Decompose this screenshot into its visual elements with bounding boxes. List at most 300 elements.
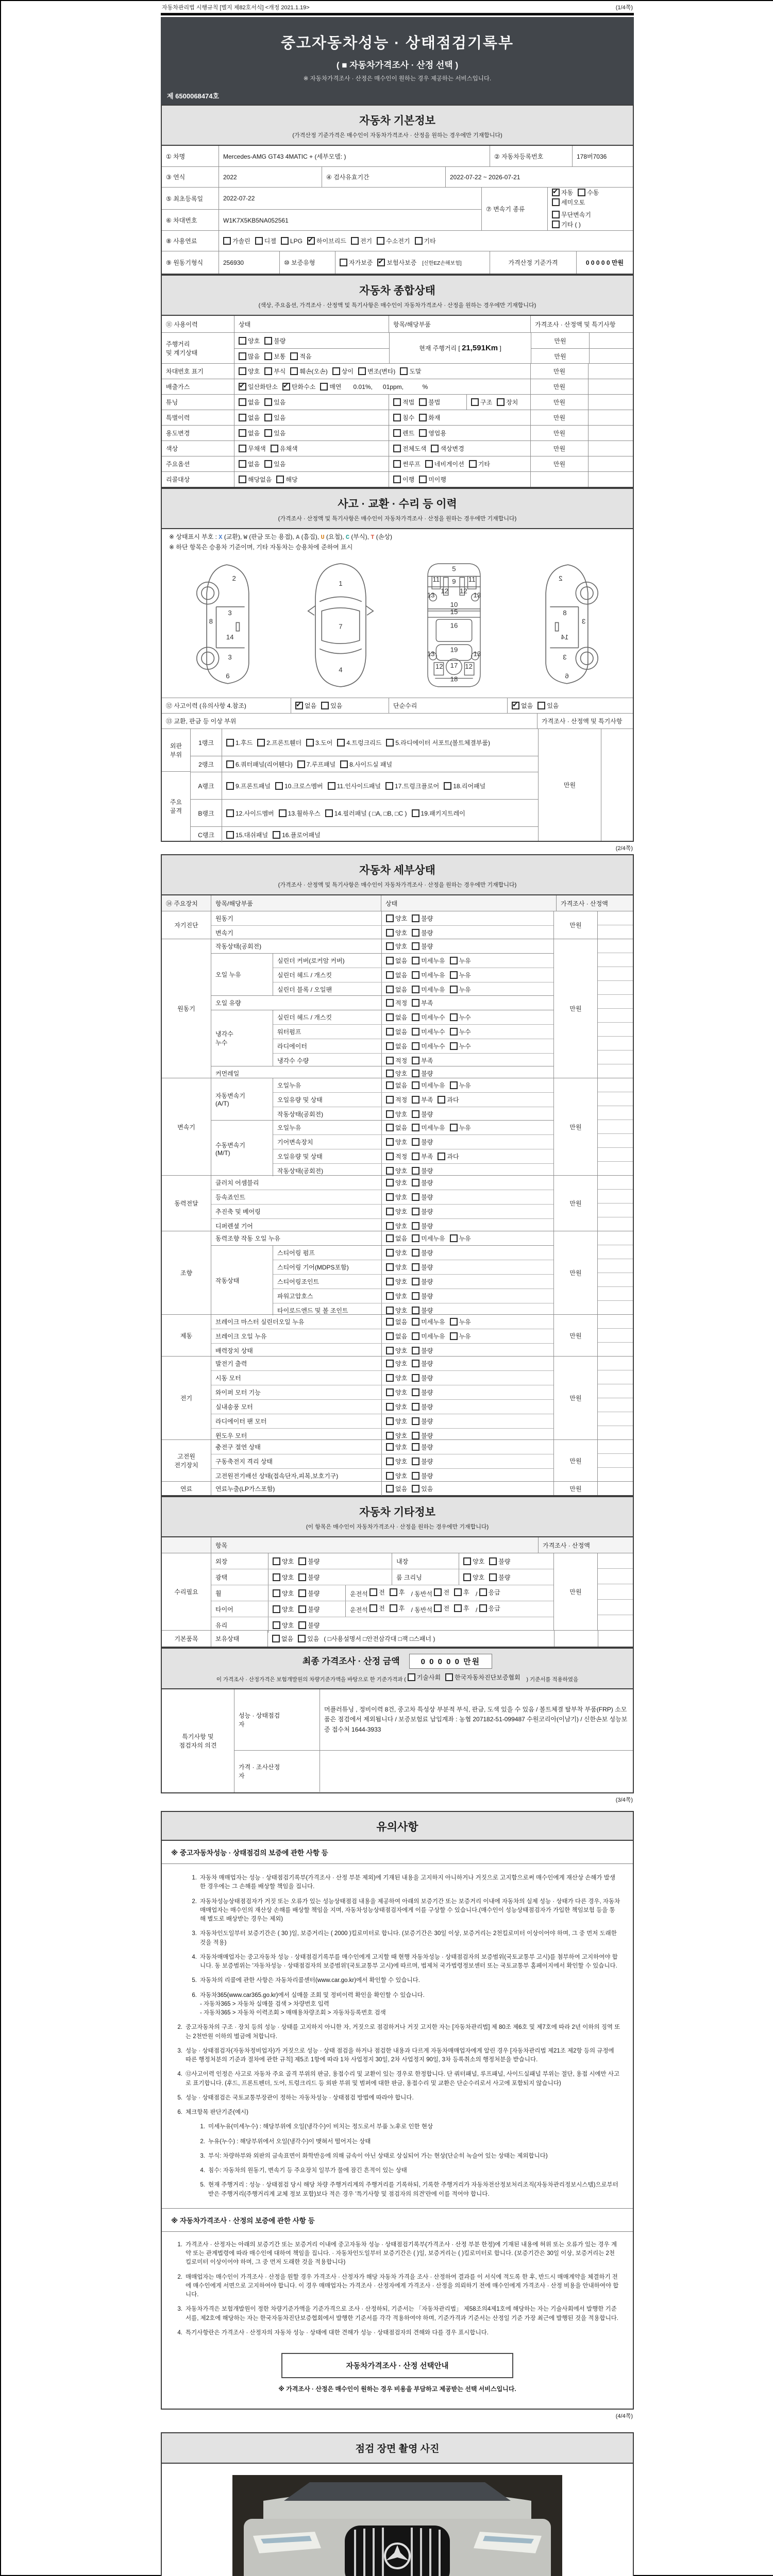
checkbox-icon[interactable] — [578, 189, 585, 196]
checkbox-option[interactable] — [497, 398, 518, 406]
checkbox-option[interactable] — [469, 460, 490, 468]
checkbox-option[interactable] — [386, 928, 407, 937]
checkbox-icon[interactable] — [386, 1249, 394, 1257]
checkbox-icon[interactable] — [369, 1588, 377, 1596]
checkbox-option[interactable] — [386, 1263, 407, 1272]
checkbox-icon[interactable] — [273, 831, 280, 839]
checkbox-icon[interactable] — [412, 1013, 419, 1021]
checkbox-icon[interactable] — [264, 367, 272, 375]
checkbox-icon[interactable] — [386, 1110, 394, 1118]
checkbox-option[interactable] — [386, 1222, 407, 1230]
checkbox-option[interactable] — [479, 1604, 500, 1613]
checkbox-option[interactable] — [239, 352, 260, 361]
checkbox-option[interactable] — [386, 1095, 407, 1104]
checkbox-icon[interactable] — [386, 1432, 394, 1439]
checkbox-icon[interactable] — [419, 398, 427, 406]
checkbox-icon[interactable] — [450, 1042, 458, 1050]
checkbox-icon[interactable] — [264, 337, 272, 345]
checkbox-option[interactable] — [412, 1306, 433, 1315]
checkbox-option[interactable] — [489, 1573, 510, 1582]
checkbox-option[interactable] — [340, 760, 392, 769]
checkbox-option[interactable] — [386, 1110, 407, 1118]
checkbox-icon[interactable] — [419, 476, 427, 483]
checkbox-icon[interactable] — [463, 1557, 471, 1565]
checkbox-icon[interactable] — [386, 1278, 394, 1285]
checkbox-option[interactable] — [386, 942, 407, 951]
checkbox-icon[interactable] — [386, 1096, 394, 1104]
checkbox-icon[interactable] — [412, 1208, 419, 1215]
checkbox-option[interactable] — [386, 1443, 407, 1451]
checkbox-option[interactable] — [223, 236, 250, 245]
checkbox-icon[interactable] — [386, 986, 394, 993]
checkbox-option[interactable] — [386, 985, 407, 994]
checkbox-checked-icon[interactable] — [239, 383, 246, 391]
checkbox-icon[interactable] — [223, 237, 231, 245]
checkbox-icon[interactable] — [386, 942, 394, 950]
checkbox-icon[interactable] — [552, 211, 560, 218]
checkbox-checked-icon[interactable] — [307, 237, 315, 245]
checkbox-icon[interactable] — [337, 739, 345, 747]
checkbox-icon[interactable] — [273, 1621, 280, 1629]
checkbox-icon[interactable] — [332, 367, 340, 375]
checkbox-option[interactable] — [386, 1317, 407, 1326]
checkbox-icon[interactable] — [226, 739, 234, 747]
checkbox-option[interactable] — [400, 367, 421, 376]
checkbox-icon[interactable] — [450, 1028, 458, 1036]
checkbox-option[interactable] — [412, 942, 433, 951]
checkbox-option[interactable] — [226, 760, 293, 769]
checkbox-option[interactable] — [386, 998, 407, 1007]
checkbox-icon[interactable] — [552, 198, 560, 206]
checkbox-option[interactable] — [479, 1588, 500, 1597]
checkbox-option[interactable] — [281, 237, 303, 245]
checkbox-option[interactable] — [393, 413, 414, 422]
checkbox-icon[interactable] — [239, 414, 246, 421]
checkbox-option[interactable] — [412, 1081, 445, 1090]
checkbox-option[interactable] — [273, 1557, 294, 1566]
checkbox-option[interactable] — [239, 429, 260, 437]
checkbox-icon[interactable] — [386, 1472, 394, 1480]
checkbox-option[interactable] — [393, 460, 421, 468]
checkbox-icon[interactable] — [298, 1557, 306, 1565]
checkbox-icon[interactable] — [393, 429, 401, 437]
checkbox-option[interactable] — [386, 1484, 407, 1493]
checkbox-icon[interactable] — [320, 383, 328, 391]
checkbox-option[interactable] — [412, 914, 433, 923]
checkbox-icon[interactable] — [276, 476, 284, 483]
checkbox-icon[interactable] — [273, 1589, 280, 1597]
checkbox-icon[interactable] — [386, 1332, 394, 1340]
checkbox-option[interactable] — [552, 198, 585, 207]
checkbox-icon[interactable] — [412, 1360, 419, 1367]
checkbox-option[interactable] — [239, 382, 278, 391]
checkbox-option[interactable] — [412, 1222, 433, 1230]
checkbox-option[interactable] — [463, 1557, 484, 1566]
checkbox-icon[interactable] — [386, 1153, 394, 1160]
checkbox-option[interactable] — [412, 1417, 433, 1426]
checkbox-option[interactable] — [226, 782, 271, 790]
checkbox-icon[interactable] — [469, 460, 477, 468]
checkbox-icon[interactable] — [412, 1332, 419, 1340]
checkbox-option[interactable] — [450, 985, 471, 994]
checkbox-option[interactable] — [393, 444, 426, 453]
checkbox-icon[interactable] — [450, 1124, 458, 1131]
checkbox-icon[interactable] — [306, 739, 314, 747]
checkbox-icon[interactable] — [390, 1588, 397, 1596]
checkbox-option[interactable] — [282, 382, 315, 391]
checkbox-option[interactable] — [412, 1317, 445, 1326]
checkbox-option[interactable] — [306, 738, 332, 747]
checkbox-icon[interactable] — [412, 1443, 419, 1451]
checkbox-icon[interactable] — [386, 914, 394, 922]
checkbox-icon[interactable] — [385, 782, 393, 790]
checkbox-icon[interactable] — [272, 1635, 280, 1642]
checkbox-option[interactable] — [332, 367, 354, 376]
checkbox-option[interactable] — [434, 1604, 449, 1613]
checkbox-icon[interactable] — [412, 1234, 419, 1242]
checkbox-option[interactable] — [412, 1471, 433, 1480]
checkbox-icon[interactable] — [386, 1138, 394, 1146]
checkbox-checked-icon[interactable] — [282, 383, 290, 391]
checkbox-icon[interactable] — [393, 476, 401, 483]
checkbox-icon[interactable] — [393, 460, 401, 468]
checkbox-option[interactable] — [386, 738, 490, 747]
checkbox-icon[interactable] — [412, 957, 419, 964]
checkbox-option[interactable] — [412, 1402, 433, 1411]
checkbox-icon[interactable] — [325, 809, 333, 817]
checkbox-option[interactable] — [425, 460, 464, 468]
checkbox-icon[interactable] — [298, 1635, 306, 1642]
checkbox-option[interactable] — [298, 1557, 320, 1566]
checkbox-option[interactable] — [412, 1332, 445, 1341]
checkbox-option[interactable] — [264, 429, 285, 437]
checkbox-option[interactable] — [264, 367, 285, 376]
checkbox-icon[interactable] — [386, 1388, 394, 1396]
checkbox-option[interactable] — [412, 1443, 433, 1451]
checkbox-option[interactable] — [369, 1588, 385, 1597]
checkbox-option[interactable] — [450, 1013, 471, 1022]
checkbox-icon[interactable] — [239, 367, 246, 375]
checkbox-option[interactable] — [386, 1178, 407, 1187]
checkbox-icon[interactable] — [415, 237, 423, 245]
checkbox-icon[interactable] — [450, 957, 458, 964]
checkbox-option[interactable] — [412, 1484, 433, 1493]
checkbox-option[interactable] — [279, 809, 321, 818]
checkbox-icon[interactable] — [264, 398, 272, 406]
checkbox-icon[interactable] — [412, 1222, 419, 1230]
checkbox-icon[interactable] — [445, 1673, 453, 1681]
checkbox-option[interactable] — [415, 236, 436, 245]
checkbox-icon[interactable] — [386, 999, 394, 1007]
checkbox-option[interactable] — [264, 460, 285, 468]
checkbox-checked-icon[interactable] — [377, 259, 385, 266]
checkbox-option[interactable] — [307, 236, 346, 245]
checkbox-option[interactable] — [257, 738, 301, 747]
checkbox-icon[interactable] — [386, 1318, 394, 1326]
checkbox-option[interactable] — [408, 1673, 441, 1682]
checkbox-icon[interactable] — [226, 782, 234, 790]
checkbox-option[interactable] — [393, 475, 414, 484]
checkbox-option[interactable] — [386, 1138, 407, 1146]
checkbox-option[interactable] — [386, 1123, 407, 1132]
checkbox-option[interactable] — [412, 1388, 433, 1397]
checkbox-icon[interactable] — [412, 914, 419, 922]
checkbox-icon[interactable] — [386, 1403, 394, 1411]
checkbox-option[interactable] — [450, 1027, 471, 1036]
checkbox-checked-icon[interactable] — [552, 189, 560, 196]
checkbox-option[interactable] — [412, 1166, 433, 1175]
checkbox-icon[interactable] — [412, 1042, 419, 1050]
checkbox-icon[interactable] — [390, 1604, 397, 1612]
checkbox-icon[interactable] — [239, 429, 246, 437]
checkbox-icon[interactable] — [425, 460, 433, 468]
checkbox-icon[interactable] — [264, 429, 272, 437]
checkbox-checked-icon[interactable] — [295, 702, 303, 709]
checkbox-option[interactable] — [438, 1152, 459, 1161]
checkbox-icon[interactable] — [226, 809, 234, 817]
checkbox-option[interactable] — [412, 1095, 433, 1104]
checkbox-icon[interactable] — [419, 414, 427, 421]
checkbox-icon[interactable] — [386, 1360, 394, 1367]
checkbox-option[interactable] — [386, 1248, 407, 1257]
checkbox-icon[interactable] — [290, 367, 298, 375]
checkbox-option[interactable] — [419, 413, 440, 422]
checkbox-icon[interactable] — [386, 1179, 394, 1187]
checkbox-option[interactable] — [239, 444, 266, 453]
checkbox-icon[interactable] — [412, 1081, 419, 1089]
checkbox-icon[interactable] — [369, 1604, 377, 1612]
checkbox-option[interactable] — [393, 398, 414, 406]
checkbox-option[interactable] — [412, 1178, 433, 1187]
checkbox-option[interactable] — [264, 336, 285, 345]
checkbox-icon[interactable] — [281, 237, 289, 245]
checkbox-option[interactable] — [412, 1207, 433, 1216]
checkbox-icon[interactable] — [450, 1081, 458, 1089]
checkbox-icon[interactable] — [386, 1042, 394, 1050]
checkbox-icon[interactable] — [386, 1458, 394, 1465]
checkbox-icon[interactable] — [400, 367, 408, 375]
checkbox-option[interactable] — [412, 1263, 433, 1272]
checkbox-icon[interactable] — [264, 352, 272, 360]
checkbox-icon[interactable] — [298, 1605, 306, 1613]
checkbox-checked-icon[interactable] — [512, 702, 519, 709]
checkbox-icon[interactable] — [450, 986, 458, 993]
checkbox-icon[interactable] — [412, 1472, 419, 1480]
checkbox-icon[interactable] — [412, 942, 419, 950]
checkbox-option[interactable] — [390, 1588, 405, 1597]
checkbox-icon[interactable] — [412, 1193, 419, 1201]
checkbox-option[interactable] — [298, 1605, 320, 1614]
checkbox-option[interactable] — [412, 1013, 445, 1022]
checkbox-icon[interactable] — [412, 1417, 419, 1425]
checkbox-option[interactable] — [471, 398, 492, 406]
checkbox-icon[interactable] — [386, 1374, 394, 1382]
checkbox-option[interactable] — [386, 1346, 407, 1355]
checkbox-option[interactable] — [290, 367, 327, 376]
checkbox-option[interactable] — [386, 1402, 407, 1411]
checkbox-icon[interactable] — [412, 1458, 419, 1465]
checkbox-option[interactable] — [386, 1457, 407, 1466]
checkbox-icon[interactable] — [386, 1028, 394, 1036]
checkbox-option[interactable] — [431, 444, 464, 453]
checkbox-icon[interactable] — [386, 1057, 394, 1064]
checkbox-option[interactable] — [412, 1292, 433, 1300]
checkbox-option[interactable] — [438, 1095, 459, 1104]
checkbox-icon[interactable] — [438, 1096, 445, 1104]
checkbox-option[interactable] — [412, 1042, 445, 1050]
checkbox-option[interactable] — [298, 1573, 320, 1582]
checkbox-option[interactable] — [298, 1634, 319, 1643]
checkbox-icon[interactable] — [412, 1110, 419, 1118]
checkbox-icon[interactable] — [412, 1153, 419, 1160]
checkbox-icon[interactable] — [386, 1263, 394, 1271]
checkbox-option[interactable] — [386, 1069, 407, 1078]
checkbox-icon[interactable] — [328, 782, 335, 790]
checkbox-icon[interactable] — [386, 1234, 394, 1242]
checkbox-option[interactable] — [264, 398, 285, 406]
checkbox-icon[interactable] — [412, 1057, 419, 1064]
checkbox-option[interactable] — [412, 1234, 445, 1243]
checkbox-option[interactable] — [412, 1277, 433, 1286]
checkbox-icon[interactable] — [298, 1573, 306, 1581]
checkbox-option[interactable] — [386, 1152, 407, 1161]
checkbox-icon[interactable] — [226, 831, 234, 839]
checkbox-option[interactable] — [412, 1359, 433, 1368]
checkbox-option[interactable] — [386, 1292, 407, 1300]
checkbox-icon[interactable] — [450, 1318, 458, 1326]
checkbox-option[interactable] — [239, 336, 260, 345]
checkbox-icon[interactable] — [393, 414, 401, 421]
checkbox-option[interactable] — [239, 475, 272, 484]
checkbox-option[interactable] — [239, 460, 260, 468]
checkbox-icon[interactable] — [239, 352, 246, 360]
checkbox-option[interactable] — [552, 188, 573, 197]
checkbox-icon[interactable] — [290, 352, 298, 360]
checkbox-icon[interactable] — [255, 237, 263, 245]
checkbox-option[interactable] — [419, 475, 446, 484]
checkbox-option[interactable] — [226, 831, 268, 839]
checkbox-option[interactable] — [239, 413, 260, 422]
checkbox-option[interactable] — [386, 914, 407, 923]
checkbox-option[interactable] — [412, 1027, 445, 1036]
checkbox-option[interactable] — [369, 1604, 385, 1613]
checkbox-option[interactable] — [386, 1056, 407, 1065]
checkbox-option[interactable] — [351, 236, 372, 245]
checkbox-option[interactable] — [393, 429, 414, 437]
checkbox-option[interactable] — [290, 352, 311, 361]
checkbox-icon[interactable] — [386, 1347, 394, 1354]
checkbox-icon[interactable] — [264, 460, 272, 468]
checkbox-option[interactable] — [264, 352, 285, 361]
checkbox-icon[interactable] — [412, 809, 419, 817]
checkbox-option[interactable] — [386, 1166, 407, 1175]
checkbox-icon[interactable] — [273, 1605, 280, 1613]
checkbox-option[interactable] — [512, 701, 533, 710]
checkbox-option[interactable] — [463, 1573, 484, 1582]
checkbox-icon[interactable] — [412, 999, 419, 1007]
checkbox-option[interactable] — [386, 1374, 407, 1382]
checkbox-option[interactable] — [412, 809, 465, 818]
checkbox-icon[interactable] — [340, 760, 348, 768]
checkbox-option[interactable] — [412, 1110, 433, 1118]
checkbox-icon[interactable] — [275, 782, 283, 790]
checkbox-option[interactable] — [386, 1332, 407, 1341]
checkbox-option[interactable] — [328, 782, 381, 790]
checkbox-option[interactable] — [450, 971, 471, 979]
checkbox-option[interactable] — [412, 956, 445, 965]
checkbox-icon[interactable] — [386, 1307, 394, 1314]
checkbox-icon[interactable] — [386, 1193, 394, 1201]
checkbox-icon[interactable] — [351, 237, 359, 245]
checkbox-icon[interactable] — [412, 1028, 419, 1036]
checkbox-icon[interactable] — [450, 1013, 458, 1021]
checkbox-option[interactable] — [412, 1123, 445, 1132]
checkbox-option[interactable] — [434, 1588, 449, 1597]
checkbox-option[interactable] — [385, 782, 439, 790]
checkbox-option[interactable] — [412, 971, 445, 979]
checkbox-option[interactable] — [412, 1248, 433, 1257]
checkbox-option[interactable] — [386, 1042, 407, 1050]
checkbox-icon[interactable] — [386, 1292, 394, 1300]
checkbox-icon[interactable] — [412, 1070, 419, 1077]
checkbox-option[interactable] — [450, 1234, 471, 1243]
checkbox-option[interactable] — [295, 701, 316, 710]
checkbox-icon[interactable] — [271, 445, 278, 452]
checkbox-option[interactable] — [552, 220, 581, 229]
checkbox-icon[interactable] — [377, 237, 384, 245]
checkbox-icon[interactable] — [273, 1557, 280, 1565]
checkbox-option[interactable] — [226, 809, 274, 818]
checkbox-icon[interactable] — [321, 702, 329, 709]
checkbox-option[interactable] — [297, 760, 335, 769]
checkbox-option[interactable] — [489, 1557, 510, 1566]
checkbox-option[interactable] — [537, 701, 559, 710]
checkbox-option[interactable] — [390, 1604, 405, 1613]
checkbox-icon[interactable] — [386, 1417, 394, 1425]
checkbox-icon[interactable] — [297, 760, 305, 768]
checkbox-icon[interactable] — [450, 1332, 458, 1340]
checkbox-option[interactable] — [272, 1634, 293, 1643]
checkbox-icon[interactable] — [386, 971, 394, 979]
checkbox-icon[interactable] — [393, 398, 401, 406]
checkbox-icon[interactable] — [412, 1096, 419, 1104]
checkbox-icon[interactable] — [340, 259, 347, 266]
checkbox-icon[interactable] — [434, 1588, 442, 1596]
checkbox-option[interactable] — [275, 782, 323, 790]
checkbox-icon[interactable] — [386, 929, 394, 937]
checkbox-option[interactable] — [578, 188, 599, 197]
checkbox-option[interactable] — [273, 1621, 294, 1630]
checkbox-option[interactable] — [298, 1621, 320, 1630]
checkbox-icon[interactable] — [412, 1374, 419, 1382]
checkbox-option[interactable] — [450, 1317, 471, 1326]
checkbox-icon[interactable] — [412, 1388, 419, 1396]
checkbox-option[interactable] — [412, 1138, 433, 1146]
checkbox-option[interactable] — [412, 1056, 433, 1065]
checkbox-icon[interactable] — [386, 739, 394, 747]
checkbox-option[interactable] — [450, 1123, 471, 1132]
checkbox-icon[interactable] — [412, 971, 419, 979]
checkbox-icon[interactable] — [239, 337, 246, 345]
checkbox-option[interactable] — [412, 928, 433, 937]
checkbox-option[interactable] — [386, 1471, 407, 1480]
checkbox-icon[interactable] — [497, 398, 505, 406]
checkbox-icon[interactable] — [412, 1263, 419, 1271]
checkbox-option[interactable] — [450, 1332, 471, 1341]
checkbox-icon[interactable] — [412, 929, 419, 937]
checkbox-option[interactable] — [386, 1207, 407, 1216]
checkbox-option[interactable] — [450, 1042, 471, 1050]
